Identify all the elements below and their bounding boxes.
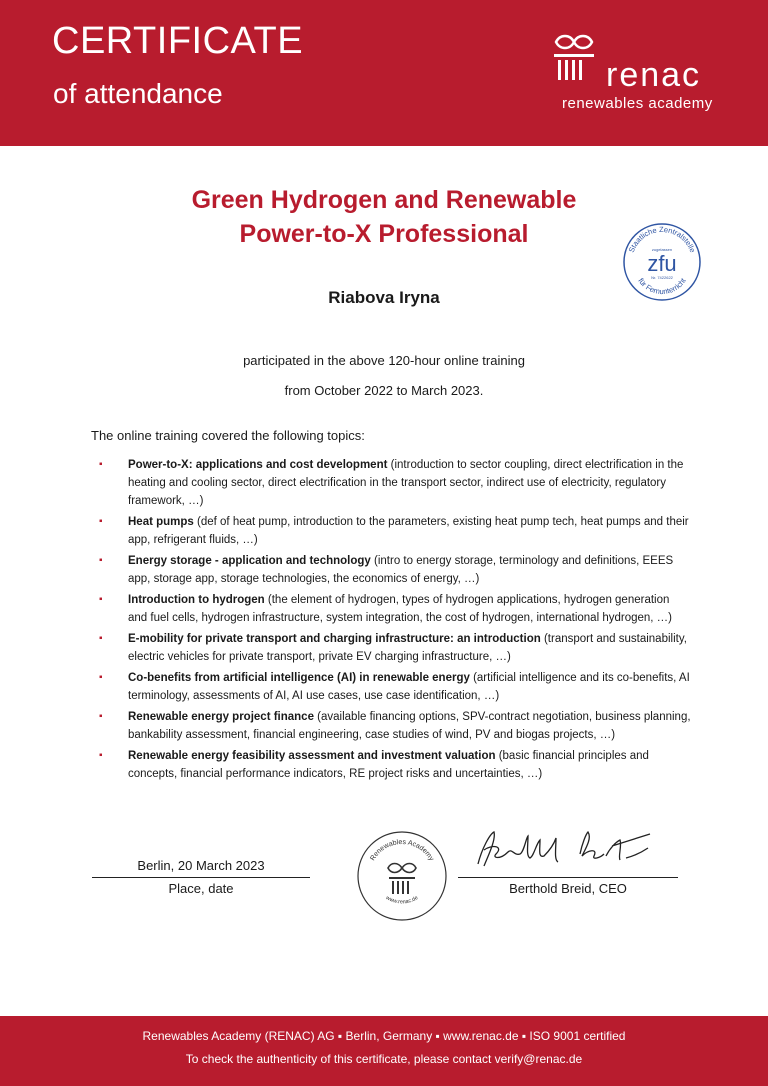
participation-statement: participated in the above 120-hour online training <box>243 353 525 368</box>
place-date-line <box>92 877 310 878</box>
certificate-subtitle: of attendance <box>53 78 223 109</box>
footer-verification-note: To check the authenticity of this certificate, please contact verify@renac.de <box>185 1052 583 1066</box>
topic-item <box>91 630 691 666</box>
topic-item <box>91 513 691 549</box>
topic-heading: E-mobility for private transport and charging infrastructure: an introduction <box>128 633 541 645</box>
topic-heading: Energy storage - application and technology <box>128 555 371 567</box>
topic-item <box>91 591 691 627</box>
bullet-icon: ▪ <box>99 633 103 644</box>
topic-detail: (transport and sustainability, electric vehicles for private transport, private EV charging infrastructure, …) <box>128 633 687 663</box>
topic-heading: Introduction to hydrogen <box>128 594 265 606</box>
course-title-line-1: Green Hydrogen and Renewable <box>191 186 577 214</box>
seal-arc-top: Staatliche Zentralstelle <box>626 224 698 254</box>
logo-wordmark: renac <box>606 56 702 94</box>
topic-detail: (intro to energy storage, terminology and definitions, EEES app, storage app, storage technologies, the economics of energy, …) <box>128 555 674 585</box>
seal-number: Nr. 7422622 <box>651 275 673 280</box>
topics-intro: The online training covered the following topics: <box>91 428 365 443</box>
seal-small-text: zugelassen <box>651 247 673 252</box>
certificate-footer <box>0 1016 768 1086</box>
bullet-icon: ▪ <box>99 750 103 761</box>
certificate-header <box>0 0 768 146</box>
topic-item <box>91 669 691 705</box>
ceo-signature <box>470 826 670 874</box>
bullet-icon: ▪ <box>99 516 103 527</box>
topic-heading: Heat pumps <box>128 516 194 528</box>
topic-heading: Power-to-X: applications and cost development <box>128 459 388 471</box>
stamp-arc-top: Renewables Academy <box>369 838 435 863</box>
course-title <box>100 183 668 251</box>
bullet-icon: ▪ <box>99 711 103 722</box>
certificate-title: CERTIFICATE <box>52 20 304 62</box>
zfu-accreditation-seal <box>622 222 702 302</box>
seal-zfu-logo: zfu <box>647 251 677 276</box>
footer-company-info: Renewables Academy (RENAC) AG ▪ Berlin, Germany ▪ www.renac.de ▪ ISO 9001 certified <box>142 1029 626 1043</box>
stamp-arc-bottom: www.renac.de <box>384 895 420 906</box>
bullet-icon: ▪ <box>99 672 103 683</box>
place-date-label: Place, date <box>168 881 234 896</box>
recipient-name: Riabova Iryna <box>328 288 440 307</box>
place-date-value: Berlin, 20 March 2023 <box>137 858 265 873</box>
topic-heading: Co-benefits from artificial intelligence (AI) in renewable energy <box>128 672 470 684</box>
renac-logo <box>548 32 728 117</box>
topic-item <box>91 747 691 783</box>
topic-detail: (basic financial principles and concepts, financial performance indicators, RE project risks and uncertainties, …) <box>128 750 649 780</box>
bullet-icon: ▪ <box>99 555 103 566</box>
topic-item <box>91 552 691 588</box>
topic-heading: Renewable energy feasibility assessment and investment valuation <box>128 750 496 762</box>
renac-column-icon <box>548 32 600 84</box>
renewables-academy-stamp <box>356 830 448 922</box>
topic-detail: (def of heat pump, introduction to the parameters, existing heat pump tech, heat pumps and their app, refrigerant fluids, …) <box>128 516 689 546</box>
topic-item <box>91 708 691 744</box>
course-title-line-2: Power-to-X Professional <box>239 220 529 248</box>
seal-arc-bottom: für Fernunterricht <box>636 276 688 297</box>
bullet-icon: ▪ <box>99 459 103 470</box>
topic-list <box>91 456 691 786</box>
topic-detail: (introduction to sector coupling, direct electrification in the heating and cooling sector, direct electrification in the transport sector, indirect use of electricity, regulatory framework, …) <box>128 459 684 507</box>
topic-detail: (the element of hydrogen, types of hydrogen applications, hydrogen generation and fuel cells, hydrogen infrastructure, system integration, the cost of hydrogen, international hydrogen, …) <box>128 594 672 624</box>
logo-tagline: renewables academy <box>562 95 713 112</box>
topic-detail: (artificial intelligence and its co-benefits, AI terminology, assessments of AI, AI use cases, use case identification, …) <box>128 672 690 702</box>
topic-item <box>91 456 691 510</box>
topic-heading: Renewable energy project finance <box>128 711 314 723</box>
signature-line <box>458 877 678 878</box>
bullet-icon: ▪ <box>99 594 103 605</box>
training-period: from October 2022 to March 2023. <box>284 383 484 398</box>
topic-detail: (available financing options, SPV-contract negotiation, business planning, bankability assessment, financial engineering, case studies of wind, PV and biogas projects, …) <box>128 711 691 741</box>
signer-name: Berthold Breid, CEO <box>509 881 627 896</box>
